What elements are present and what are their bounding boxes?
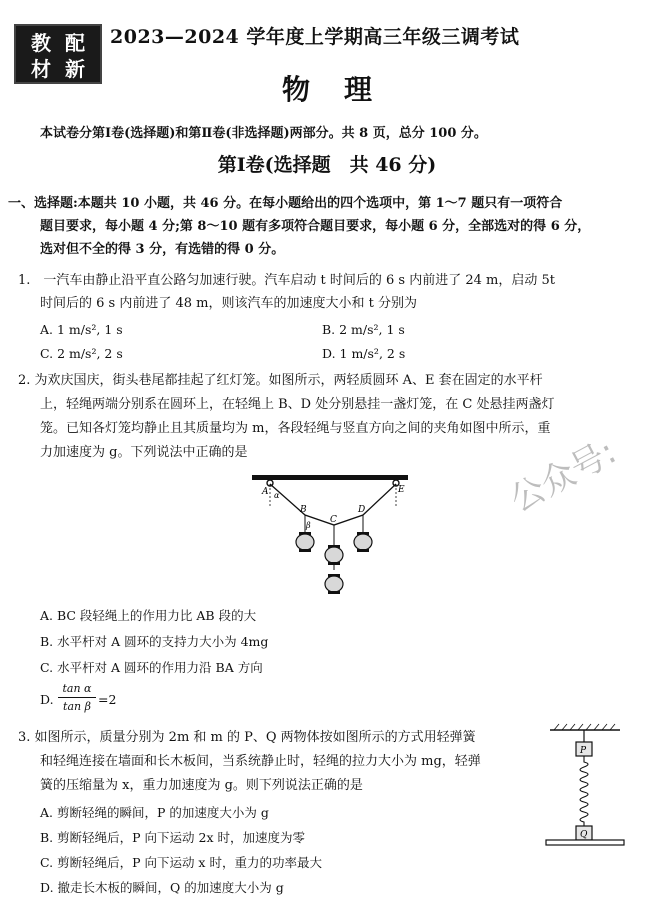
question-2-option-d-prefix: D. <box>40 692 54 707</box>
ceiling-hatch <box>554 724 615 730</box>
watermark: 公众号: <box>503 431 623 521</box>
question-1-line: 时间后的 6 s 内前进了 48 m，则该汽车的加速度大小和 t 分别为 <box>40 296 417 311</box>
lantern-c-lower <box>325 574 343 594</box>
question-1-option-c: C. 2 m/s², 2 s <box>40 346 123 361</box>
label-p: P <box>580 746 587 756</box>
question-1-option-a: A. 1 m/s², 1 s <box>40 322 123 337</box>
label-c: C <box>330 515 337 525</box>
label-e: E <box>398 485 405 495</box>
label-d: D <box>358 505 366 515</box>
logo-char: 新 <box>65 57 85 81</box>
spring <box>580 756 588 826</box>
question-3-line: 和轻绳连接在墙面和长木板间，当系统静止时，轻绳的拉力大小为 mg，轻弹 <box>40 754 481 769</box>
angle-alpha: α <box>274 491 280 500</box>
lantern-c-upper <box>325 545 343 565</box>
question-3-option-b: B. 剪断轻绳后，P 向下运动 2x 时，加速度为零 <box>40 830 305 845</box>
exam-title: 2023—2024 学年度上学期高三年级三调考试 <box>110 26 520 48</box>
question-1-line: 1. 一汽车由静止沿平直公路匀加速行驶。汽车启动 t 时间后的 6 s 内前进了 24 m，启动 5t <box>18 273 555 288</box>
question-2-option-c: C. 水平杆对 A 圆环的作用力沿 BA 方向 <box>40 660 263 675</box>
question-3-line: 3. 如图所示，质量分别为 2m 和 m 的 P、Q 两物体按如图所示的方式用轻弹簧 <box>18 730 476 745</box>
lantern-d <box>354 532 372 552</box>
label-q: Q <box>580 830 588 840</box>
logo-char: 材 <box>31 57 51 81</box>
section-instruction-line: 一、选择题:本题共 10 小题，共 46 分。在每小题给出的四个选项中，第 1～7 题只有一项符合 <box>8 196 563 211</box>
logo-char: 教 <box>31 31 51 55</box>
label-a: A <box>262 487 269 497</box>
logo-char: 配 <box>65 31 85 55</box>
spring-figure <box>540 722 630 852</box>
label-b: B <box>300 505 307 515</box>
question-2-option-d-suffix: =2 <box>98 692 117 707</box>
question-2-line: 2. 为欢庆国庆，街头巷尾都挂起了红灯笼。如图所示，两轻质圆环 A、E 套在固定的水平杆 <box>18 373 543 388</box>
fraction-numerator: tan α <box>62 682 92 695</box>
horizontal-rod <box>252 475 408 480</box>
lantern-figure <box>250 470 420 600</box>
question-3-option-d: D. 撤走长木板的瞬间，Q 的加速度大小为 g <box>40 880 284 895</box>
question-2-option-a: A. BC 段轻绳上的作用力比 AB 段的大 <box>40 608 257 623</box>
question-2-line: 笼。已知各灯笼均静止且其质量均为 m，各段轻绳与竖直方向之间的夹角如图中所示，重 <box>40 421 551 436</box>
question-3-line: 簧的压缩量为 x，重力加速度为 g。则下列说法正确的是 <box>40 778 363 793</box>
part-title: 第Ⅰ卷(选择题 共 46 分) <box>217 154 437 176</box>
long-board <box>546 840 624 845</box>
question-3-option-c: C. 剪断轻绳后，P 向下运动 x 时，重力的功率最大 <box>40 855 322 870</box>
question-2-line: 力加速度为 g。下列说法中正确的是 <box>40 445 248 460</box>
question-2-option-b: B. 水平杆对 A 圆环的支持力大小为 4mg <box>40 634 269 649</box>
question-3-option-a: A. 剪断轻绳的瞬间，P 的加速度大小为 g <box>40 805 269 820</box>
angle-beta: β <box>306 521 311 530</box>
question-1-option-b: B. 2 m/s², 1 s <box>322 322 405 337</box>
section-instruction-line: 题目要求，每小题 4 分;第 8～10 题有多项符合题目要求，每小题 6 分，全部选对的得 6 分， <box>40 219 591 234</box>
exam-intro: 本试卷分第Ⅰ卷(选择题)和第Ⅱ卷(非选择题)两部分。共 8 页，总分 100 分。 <box>40 126 487 141</box>
fraction-denominator: tan β <box>63 700 91 713</box>
section-instruction-line: 选对但不全的得 3 分，有选错的得 0 分。 <box>40 242 285 257</box>
question-2-line: 上，轻绳两端分别系在圆环上，在轻绳上 B、D 处分别悬挂一盏灯笼，在 C 处悬挂两盏灯 <box>40 397 555 412</box>
subject-title: 物理 <box>281 73 406 106</box>
lantern-b <box>296 532 314 552</box>
question-1-option-d: D. 1 m/s², 2 s <box>322 346 406 361</box>
fraction-bar <box>58 697 96 698</box>
